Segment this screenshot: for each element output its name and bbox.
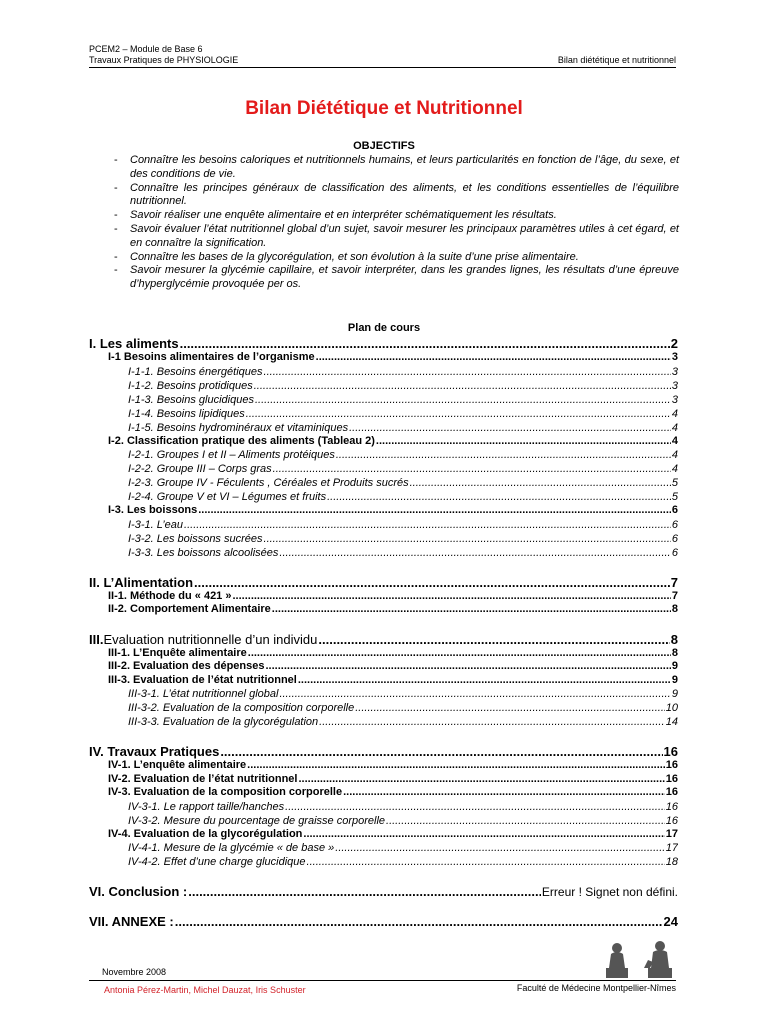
toc-entry-label: I-3-2. Les boissons sucrées (128, 532, 263, 545)
toc-entry-label: I-2-4. Groupe V et VI – Légumes et fruits (128, 491, 327, 503)
objective-item: - Connaître les besoins caloriques et nutritionnels humains, et leurs particularités en fonction de l’âge, du sexe, et des conditions de vie. (113, 154, 679, 182)
toc-page-number: 4 (671, 407, 678, 420)
header-row (89, 55, 676, 66)
toc-page-number: 4 (671, 434, 678, 447)
toc-entry-label: I-1-5. Besoins hydrominéraux et vitaminiques (128, 421, 349, 434)
toc-entry-label: IV. Travaux Pratiques (89, 744, 220, 759)
toc-entry[interactable] (89, 744, 678, 759)
toc-entry[interactable] (89, 632, 678, 647)
toc-page-number: 4 (671, 449, 678, 461)
toc-entry-label: IV-3-2. Mesure du pourcentage de graisse corporelle (128, 814, 386, 827)
toc-page-number: 16 (665, 772, 678, 785)
faculty-statues-logo (598, 938, 680, 980)
toc-entry[interactable] (89, 476, 678, 490)
toc-entry-label: I-1-4. Besoins lipidiques (128, 407, 245, 420)
toc-entry-label: I-2-1. Groupes I et II – Aliments protéiques (128, 449, 335, 461)
toc-leader-dots (247, 759, 665, 773)
toc-entry-label: IV-3. Evaluation de la composition corporelle (108, 786, 343, 798)
toc-leader-dots (316, 351, 671, 365)
page-title: Bilan Diététique et Nutritionnel (245, 98, 523, 119)
toc-page-number: 16 (665, 814, 678, 827)
objective-item: - Savoir réaliser une enquête alimentaire et en interpréter schématiquement les résultats. (113, 209, 679, 223)
toc-page-number: 3 (671, 379, 678, 392)
toc-leader-dots (318, 632, 669, 647)
toc-entry[interactable] (89, 462, 678, 476)
toc-page-number: 4 (671, 421, 678, 434)
toc-entry[interactable] (89, 603, 678, 617)
toc-leader-dots (319, 715, 665, 729)
toc-leader-dots (349, 421, 671, 435)
toc-leader-dots (355, 701, 665, 715)
toc-entry[interactable] (89, 351, 678, 365)
toc-leader-dots (264, 532, 671, 546)
toc-entry[interactable] (89, 884, 678, 899)
toc-entry[interactable] (89, 448, 678, 462)
toc-leader-dots (246, 407, 671, 421)
toc-leader-dots (303, 828, 664, 842)
toc-page-number: 6 (671, 532, 678, 545)
toc-page-number: 7 (670, 574, 678, 590)
toc-entry[interactable] (89, 841, 678, 855)
toc-page-number: 24 (663, 914, 678, 929)
toc-entry[interactable] (89, 715, 678, 729)
toc-page-number: 14 (665, 716, 678, 728)
toc-leader-dots (184, 518, 671, 532)
toc-entry[interactable] (89, 546, 678, 560)
toc-entry[interactable] (89, 647, 678, 661)
toc-entry-label: I-3. Les boissons (108, 504, 198, 516)
toc-leader-dots (279, 546, 670, 560)
header-rule (89, 67, 676, 68)
toc-entry-label: IV-1. L’enquête alimentaire (108, 759, 247, 771)
toc-page-number: 8 (670, 631, 678, 647)
toc-leader-dots (273, 462, 671, 476)
toc-entry[interactable] (89, 490, 678, 504)
toc-entry-label: I-2. Classification pratique des aliments (Tableau 2) (108, 434, 375, 447)
toc-entry[interactable] (89, 365, 678, 379)
toc-entry-label: IV-4. Evaluation de la glycorégulation (108, 827, 303, 840)
toc-page-number: 17 (665, 827, 678, 840)
toc-leader-dots (220, 744, 662, 759)
page-header (89, 44, 676, 68)
toc-page-number: 6 (671, 504, 678, 516)
objective-item: - Savoir évaluer l’état nutritionnel global d’un sujet, savoir mesurer les principaux paramètres utiles à cet égard, et en connaître la signification. (113, 223, 679, 251)
toc-page-number: 6 (671, 546, 678, 559)
objectives-heading: OBJECTIFS (353, 140, 415, 152)
toc-entry-label: IV-4-1. Mesure de la glycémie « de base » (128, 842, 335, 854)
toc-page-number: 3 (671, 351, 678, 363)
toc-entry-label: III-3-3. Evaluation de la glycorégulation (128, 716, 319, 728)
toc-entry[interactable] (89, 407, 678, 421)
toc-page-number: 18 (665, 856, 678, 868)
toc-entry-label: III-3-2. Evaluation de la composition corporelle (128, 702, 355, 714)
toc-entry-label: I-2-3. Groupe IV - Féculents , Céréales et Produits sucrés (128, 477, 409, 489)
toc-entry-label: IV-2. Evaluation de l’état nutritionnel (108, 772, 298, 785)
toc-page-number: 16 (663, 744, 678, 759)
toc-entry[interactable] (89, 435, 678, 449)
toc-entry-label: VI. Conclusion : (89, 884, 188, 899)
toc-leader-dots (298, 773, 664, 787)
toc-entry[interactable] (89, 504, 678, 518)
toc-leader-dots (254, 379, 671, 393)
footer-authors: Antonia Pérez-Martin, Michel Dauzat, Iris Schuster (104, 985, 306, 995)
toc-entry-label: I-1 Besoins alimentaires de l’organisme (108, 351, 315, 363)
toc-leader-dots (266, 660, 671, 674)
toc-entry-label: I-2-2. Groupe III – Corps gras (128, 463, 272, 475)
toc-entry[interactable] (89, 532, 678, 546)
toc-spacer (89, 729, 678, 744)
toc-leader-dots (285, 800, 665, 814)
toc-leader-dots (255, 393, 671, 407)
toc-entry-label: III-3. Evaluation de l’état nutritionnel (108, 673, 297, 686)
footer-faculty: Faculté de Médecine Montpellier-Nîmes (516, 983, 676, 993)
toc-page-number: 2 (670, 336, 678, 351)
toc-entry-label-light: Evaluation nutritionnelle d’un individu (103, 631, 318, 647)
toc-entry-label: III-2. Evaluation des dépenses (108, 660, 265, 672)
toc-entry[interactable] (89, 393, 678, 407)
toc-leader-dots (298, 674, 671, 688)
toc-spacer (89, 899, 678, 914)
toc-page-number: 16 (665, 759, 678, 771)
toc-leader-dots (272, 603, 671, 617)
footer-rule (89, 980, 676, 981)
toc-page-number: 7 (671, 589, 678, 602)
objective-item: - Savoir mesurer la glycémie capillaire, et savoir interpréter, dans les grandes lignes, les résultats d’une épreuve d’hyperglycémie provoquée per os. (113, 264, 679, 292)
toc-leader-dots (376, 435, 671, 449)
toc-entry-label: I-1-3. Besoins glucidiques (128, 393, 254, 406)
toc-leader-dots (307, 855, 665, 869)
table-of-contents (89, 336, 678, 929)
objective-item: - Connaître les principes généraux de classification des aliments, et les conditions essentielles de l’équilibre nutritionnel. (113, 182, 679, 210)
toc-entry[interactable] (89, 575, 678, 590)
toc-entry[interactable] (89, 828, 678, 842)
toc-entry[interactable] (89, 814, 678, 828)
toc-leader-dots (343, 786, 665, 800)
toc-spacer (89, 869, 678, 884)
toc-entry[interactable] (89, 800, 678, 814)
toc-entry-label: II-2. Comportement Alimentaire (108, 603, 271, 615)
plan-heading: Plan de cours (347, 322, 421, 334)
toc-entry-label: I-3-3. Les boissons alcoolisées (128, 546, 279, 559)
toc-entry[interactable] (89, 336, 678, 351)
toc-leader-dots (194, 575, 670, 590)
toc-entry[interactable] (89, 687, 678, 701)
objectives-list (113, 154, 679, 292)
toc-page-number: 17 (665, 842, 678, 854)
header-document-title: Bilan diététique et nutritionnel (557, 55, 676, 65)
toc-spacer (89, 617, 678, 632)
toc-entry[interactable] (89, 674, 678, 688)
toc-entry-label: VII. ANNEXE : (89, 914, 174, 929)
toc-entry[interactable] (89, 773, 678, 787)
header-module: Travaux Pratiques de PHYSIOLOGIE (89, 55, 239, 65)
toc-page-number: 6 (671, 518, 678, 531)
toc-leader-dots (327, 490, 671, 504)
toc-entry[interactable] (89, 379, 678, 393)
toc-entry[interactable] (89, 855, 678, 869)
toc-page-number: 8 (671, 603, 678, 615)
toc-page-number: 9 (671, 660, 678, 672)
footer-date: Novembre 2008 (102, 967, 167, 977)
toc-page-number: 5 (671, 491, 678, 503)
toc-page-number: 10 (665, 702, 678, 714)
toc-page-number: 8 (671, 646, 678, 659)
toc-page-number: 16 (665, 786, 678, 798)
toc-leader-dots (180, 336, 670, 351)
toc-entry[interactable] (89, 701, 678, 715)
toc-page-number: 5 (671, 477, 678, 489)
toc-leader-dots (279, 687, 670, 701)
toc-entry[interactable] (89, 518, 678, 532)
toc-entry-label: I. Les aliments (89, 336, 179, 351)
toc-page-number: Erreur ! Signet non défini. (541, 885, 678, 899)
toc-entry-label: III-3-1. L’état nutritionnel global (128, 688, 279, 700)
toc-page-number: 4 (671, 463, 678, 475)
toc-entry-label: III. (89, 631, 104, 647)
toc-leader-dots (232, 590, 670, 604)
toc-page-number: 9 (671, 688, 678, 700)
toc-page-number: 16 (665, 800, 678, 813)
toc-entry-label: II. L’Alimentation (89, 574, 194, 590)
toc-entry-label: IV-4-2. Effet d’une charge glucidique (128, 856, 306, 868)
toc-entry-label: I-3-1. L’eau (128, 518, 184, 531)
toc-leader-dots (410, 476, 671, 490)
objective-item: - Connaître les bases de la glycorégulation, et son évolution à la suite d’une prise alimentaire. (113, 251, 679, 265)
toc-leader-dots (248, 647, 671, 661)
header-course: PCEM2 – Module de Base 6 (89, 44, 203, 54)
toc-entry-label: III-1. L’Enquête alimentaire (108, 646, 247, 659)
toc-page-number: 3 (671, 393, 678, 406)
toc-spacer (89, 560, 678, 575)
toc-leader-dots (335, 841, 664, 855)
toc-entry-label: IV-3-1. Le rapport taille/hanches (128, 800, 285, 813)
toc-page-number: 9 (671, 673, 678, 686)
toc-page-number: 3 (671, 365, 678, 378)
toc-entry[interactable] (89, 759, 678, 773)
toc-entry-label: I-1-2. Besoins protidiques (128, 379, 253, 392)
toc-leader-dots (386, 814, 665, 828)
toc-leader-dots (264, 365, 671, 379)
toc-entry[interactable] (89, 660, 678, 674)
toc-leader-dots (175, 914, 663, 929)
toc-entry-label: II-1. Méthode du « 421 » (108, 589, 232, 602)
toc-entry[interactable] (89, 421, 678, 435)
toc-leader-dots (198, 504, 671, 518)
toc-entry[interactable] (89, 914, 678, 929)
toc-leader-dots (336, 448, 671, 462)
toc-leader-dots (188, 884, 541, 899)
toc-entry[interactable] (89, 786, 678, 800)
toc-entry-label: I-1-1. Besoins énergétiques (128, 365, 263, 378)
toc-entry[interactable] (89, 590, 678, 604)
